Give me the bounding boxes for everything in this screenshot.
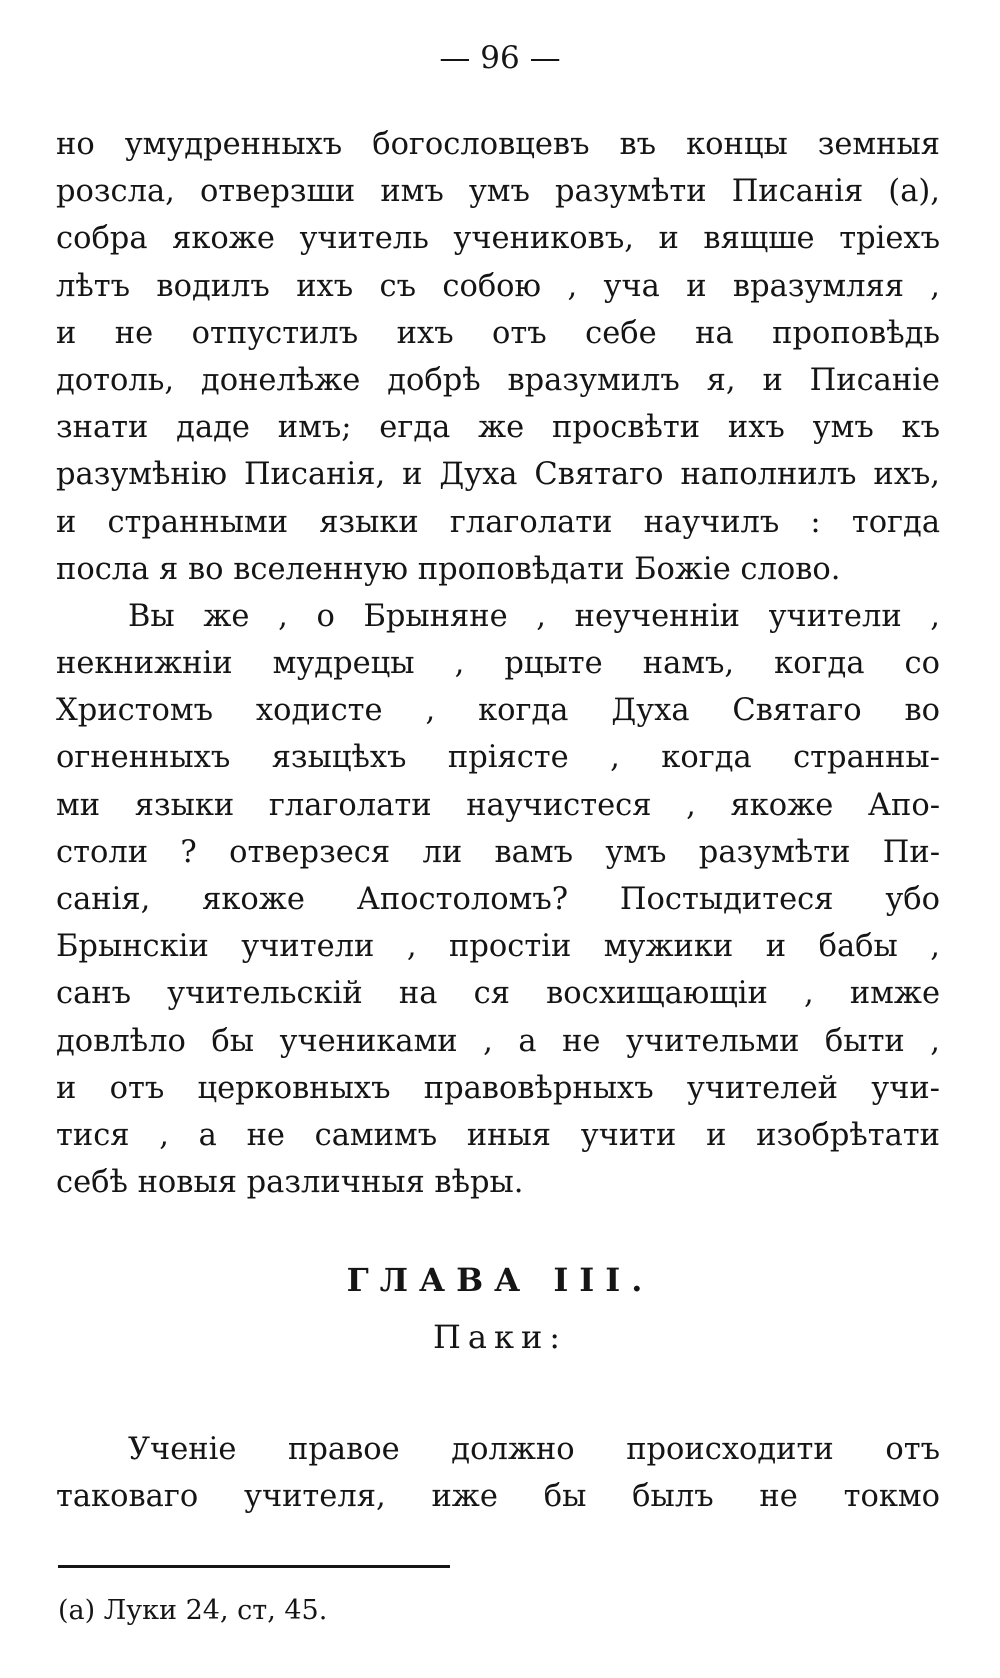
text-line: и странными языки глаголати научилъ : тогда (56, 504, 940, 540)
paragraph-continuation (56, 121, 940, 1206)
text-line: лѣтъ водилъ ихъ съ собою , уча и вразумляя , (56, 268, 940, 304)
text-line: таковаго учителя, иже бы былъ не токмо (56, 1479, 940, 1515)
text-line: Брынскіи учители , простіи мужики и бабы , (56, 929, 940, 965)
text-line: санія, якоже Апостоломъ? Постыдитеся убо (56, 882, 940, 917)
text-line: некнижніи мудрецы , рцыте намъ, когда со (56, 646, 940, 682)
footnote: (а) Луки 24, ст, 45. (58, 1595, 328, 1626)
text-line: знати даде имъ; егда же просвѣти ихъ умъ къ (56, 410, 940, 446)
text-line: дотоль, донелѣже добрѣ вразумилъ я, и Писаніе (56, 362, 940, 398)
text-line: себѣ новыя различныя вѣры. (56, 1165, 524, 1201)
text-line: Ученіе правое должно происходити отъ (128, 1432, 940, 1467)
text-line: огненныхъ языцѣхъ пріясте , когда странны- (56, 740, 940, 776)
text-line: тися , а не самимъ иныя учити и изобрѣтати (56, 1117, 940, 1153)
text-line: и не отпустилъ ихъ отъ себе на проповѣдь (56, 315, 940, 351)
footnote-divider (58, 1565, 450, 1568)
text-line: розсла, отверзши имъ умъ разумѣти Писанія (а), (56, 174, 940, 210)
text-line: но умудренныхъ богословцевъ въ концы земныя (56, 127, 940, 162)
text-line: собра якоже учитель учениковъ, и вящше тріехъ (56, 221, 940, 257)
text-line: довлѣло бы учениками , а не учительми быти , (56, 1023, 940, 1059)
chapter-subtitle: Паки: (432, 1318, 568, 1356)
page-number: — 96 — (439, 40, 561, 76)
text-line: Христомъ ходисте , когда Духа Святаго во (56, 693, 940, 729)
chapter-title: ГЛАВА III. (346, 1261, 654, 1299)
text-line: разумѣнію Писанія, и Духа Святаго наполнилъ ихъ, (56, 457, 940, 493)
text-line: посла я во вселенную проповѣдати Божіе слово. (56, 551, 841, 587)
text-line: санъ учительскій на ся восхищающіи , имже (56, 976, 940, 1012)
text-line: ми языки глаголати научистеся , якоже Апо- (56, 787, 940, 823)
text-line: Вы же , о Брыняне , неученніи учители , (128, 598, 940, 634)
chapter-paragraph (56, 1426, 940, 1520)
text-line: столи ? отверзеся ли вамъ умъ разумѣти Пи- (56, 834, 940, 870)
text-line: и отъ церковныхъ правовѣрныхъ учителей учи- (56, 1070, 940, 1106)
